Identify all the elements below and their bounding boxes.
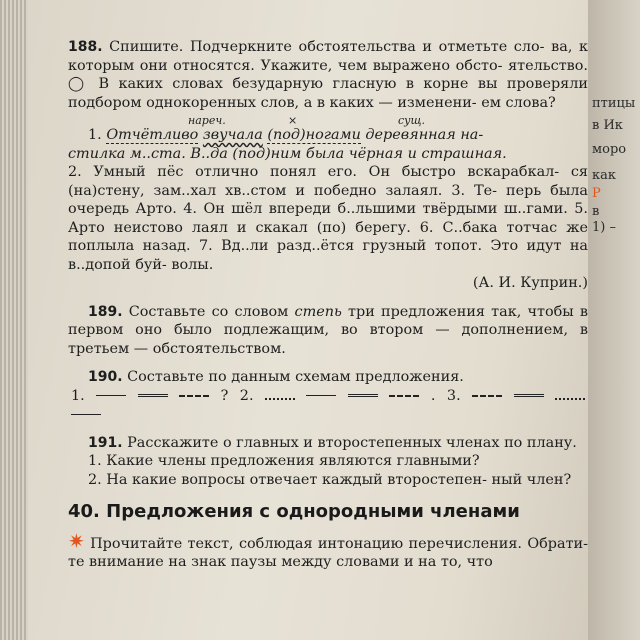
predicate-word: звучала [202,127,263,143]
task-text: Спишите. Подчеркните обстоятельства и отметьте сло- ва, к которым они относятся. Укажите, чем выражено обсто- ятельство. ◯ В каких словах безударную гласную в корне вы проверяли подбором однокоренных слов, а в каких — изменени- ем слова? [68,39,588,111]
example-sentence-1-cont: стилка м..ста. В..да (под)ним была чёрная и страшная. [68,145,507,162]
book-page [28,0,618,640]
exercise-188-text: 2. Умный пёс отлично понял его. Он быстро вскарабкал- ся (на)стену, зам..хал хв..стом и победно залаял. 3. Те- перь была очередь Арто. 4. Он шёл впереди б..льшими твёрдыми ш..гами. 5. Арто неистово лаял и скакал (по) берегу. 6. С..бака тотчас же поплыла назад. 7. Вд..ли разд..ётся грузный топот. Это идут на в..допой буй- волы. [68,164,588,273]
keyword: степь [294,303,342,320]
section-intro: ✷ Прочитайте текст, соблюдая интонацию перечисления. Обрати- те внимание на знак паузы между словами и на то, что [68,528,588,571]
scheme-attribute [265,392,295,400]
book-page-edges [0,0,28,640]
annotation-noun: сущ. [398,114,426,127]
exercise-188-task [68,38,588,112]
author: (А. И. Куприн.) [472,275,588,291]
asterisk-icon: Р [592,186,601,201]
section-heading: 40. Предложения с однородными членами [68,501,520,523]
annotation-cross: × [288,114,298,127]
scheme-object [179,395,209,397]
underlined-circumstance: (под)ногами [267,127,361,143]
scheme-subject [96,395,126,396]
page-text [68,38,588,572]
grammar-annotations [68,112,588,126]
exercise-190: 190. Составьте по данным схемам предложения. [88,369,464,385]
annotation-adverb: нареч. [188,114,226,127]
exercise-189: 189. Составьте со словом степь три предложения так, чтобы в первом оно было подлежащим, во втором — дополнением, в третьем — обстоятельством. [68,303,589,357]
plan-question-1: 1. Какие члены предложения являются главными? [88,453,480,470]
plan-question-2: 2. На какие вопросы отвечает каждый второстепен- ный член? [88,471,572,488]
sentence-schemes: 1. ? 2. . 3. [68,387,588,424]
exercise-191: 191. Расскажите о главных и второстепенных членах по плану. [88,434,577,451]
facing-page-fragment: птицы в Ик моро как Р в 1) – [588,0,640,640]
underlined-adverb: Отчётливо [106,127,199,143]
example-sentence-1: 1. Отчётливо звучала (под)ногами деревянная на- [88,127,484,143]
exercise-number: 188. [68,39,103,55]
asterisk-icon: ✷ [68,528,85,553]
scheme-predicate [138,394,168,397]
